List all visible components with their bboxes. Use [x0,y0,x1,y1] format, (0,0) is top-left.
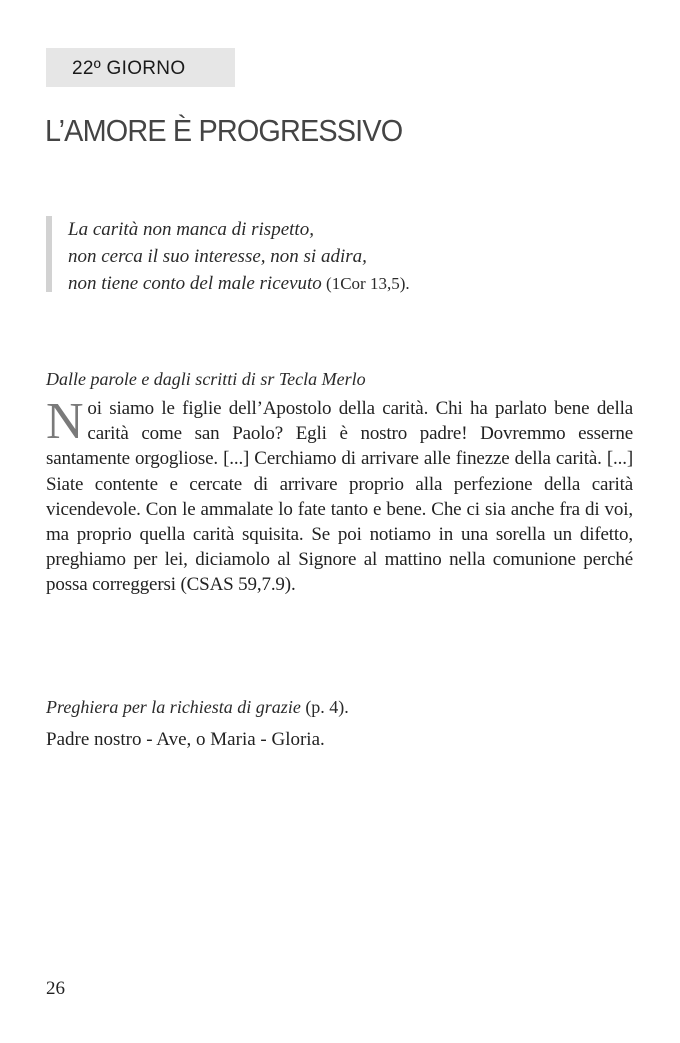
prayer-label [46,697,349,718]
reading-source: Dalle parole e dagli scritti di sr Tecla Merlo [46,369,366,389]
reading-body [46,393,633,598]
quote-lines [68,216,410,297]
day-label: 22º GIORNO [46,48,235,87]
page-title: L’AMORE È PROGRESSIVO [45,113,403,148]
reading-text: oi siamo le figlie dell’Apostolo della carità. Chi ha parlato bene della carità come san Paolo? Egli è nostro padre! Dovremmo esserne santamente orgogliose. [...] Cerchiamo di arrivare alle finezze della carità. [...] Siate contente e cercate di arrivare proprio alla perfezione della carità vicendevole. Con le ammalate lo fate tanto e bene. Che ci sia anche fra di voi, ma proprio quella carità squisita. Se poi notiamo in una sorella un difetto, preghiamo per lei, diciamolo al Signore al mattino nella comunione perché possa correggersi (CSAS 59,7.9). [46,398,633,596]
quote-line-last [68,270,410,297]
quote-bar [46,216,52,292]
prayer-title: Preghiera per la richiesta di grazie [46,697,301,717]
prayer-text: Padre nostro - Ave, o Maria - Gloria. [46,729,325,750]
quote-line: non cerca il suo interesse, non si adira, [68,246,367,267]
quote-line-text: non tiene conto del male ricevuto [68,273,322,294]
drop-cap: N [46,393,84,450]
prayer-page-ref: (p. 4). [300,697,349,717]
quote-line: La carità non manca di rispetto, [68,219,314,240]
page-number: 26 [46,978,65,999]
quote-reference: (1Cor 13,5). [321,274,410,293]
